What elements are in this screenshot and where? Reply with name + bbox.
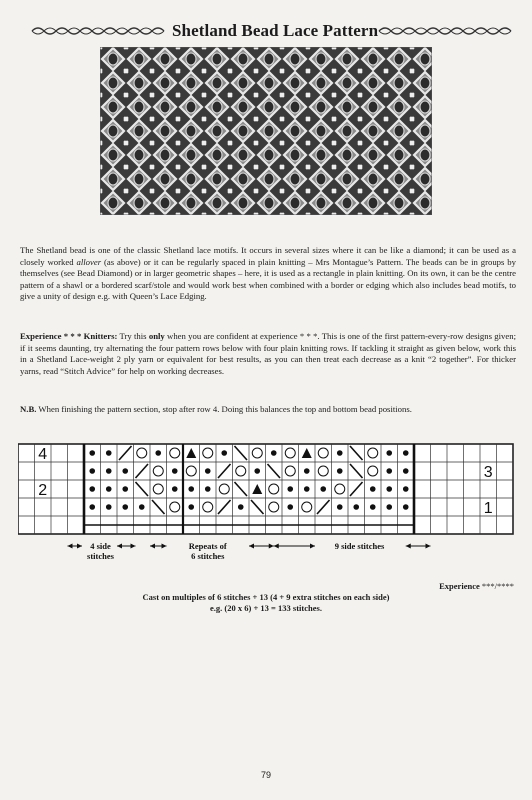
label-repeats-sub: 6 stitches: [191, 551, 225, 561]
knit-symbol: [287, 504, 293, 510]
knit-symbol: [304, 486, 310, 492]
experience-paragraph: Experience * * * Knitters: Try this only when you are confident at experience * * *. This is one of the first pattern-every-row designs given; if it seems daunting, try alternating the four pattern rows below with four plain knitting rows. If tackling it straight as given below, work this in a Shetland Lace-weight 2 ply yarn or equivalent for best results, as you can then treat each decrease as a knit “2 together”. For thicker yarns, read “Stitch Advice” for help on working decreases.: [20, 331, 516, 376]
knit-symbol: [89, 486, 95, 492]
knit-symbol: [205, 486, 211, 492]
knit-symbol: [403, 468, 409, 474]
knit-symbol: [287, 486, 293, 492]
knit-symbol: [106, 468, 112, 474]
knit-symbol: [403, 450, 409, 456]
knit-symbol: [320, 486, 326, 492]
knit-symbol: [337, 504, 343, 510]
knit-symbol: [106, 504, 112, 510]
experience-rating: Experience ***/****: [439, 581, 514, 591]
knit-symbol: [139, 504, 145, 510]
label-side-right: 9 side stitches: [334, 541, 385, 551]
knit-symbol: [172, 468, 178, 474]
knit-symbol: [403, 504, 409, 510]
label-repeats: Repeats of: [188, 541, 227, 551]
cast-on-text: Cast on multiples of 6 stitches + 13 (4 + 9 extra stitches on each side): [142, 592, 390, 602]
knit-symbol: [122, 504, 128, 510]
knit-symbol: [188, 504, 194, 510]
knit-symbol: [89, 504, 95, 510]
knit-symbol: [386, 486, 392, 492]
ornament-left: [30, 24, 165, 38]
side-left-arrow-a-head: [77, 544, 82, 549]
repeat-arrow-b-head: [269, 544, 274, 549]
knit-symbol: [271, 450, 277, 456]
knit-symbol: [370, 504, 376, 510]
lace-swatch-photo: [100, 47, 432, 215]
knit-symbol: [155, 450, 161, 456]
knit-symbol: [337, 468, 343, 474]
knit-symbol: [89, 450, 95, 456]
knit-symbol: [188, 486, 194, 492]
knit-symbol: [106, 486, 112, 492]
note-paragraph: N.B. When finishing the pattern section, stop after row 4. Doing this balances the top and bottom bead positions.: [20, 404, 412, 414]
row-number-left: 4: [38, 446, 48, 463]
knit-symbol: [304, 468, 310, 474]
side-left-arrow-b-head: [131, 544, 136, 549]
lace-chart: [18, 440, 514, 580]
row-number-right: 1: [483, 500, 493, 517]
label-side-left-sub: stitches: [87, 551, 114, 561]
knit-symbol: [403, 486, 409, 492]
repeat-arrow-a-head: [162, 544, 167, 549]
knit-symbol: [370, 486, 376, 492]
side-right-arrow-b-head: [406, 544, 411, 549]
knit-symbol: [205, 468, 211, 474]
knit-symbol: [386, 450, 392, 456]
side-right-arrow-a-head: [274, 544, 279, 549]
knit-symbol: [254, 468, 260, 474]
knit-symbol: [122, 486, 128, 492]
knit-symbol: [106, 450, 112, 456]
row-number-right: 3: [483, 464, 493, 481]
knit-symbol: [89, 468, 95, 474]
intro-paragraph: The Shetland bead is one of the classic Shetland lace motifs. It occurs in several sizes where it can be like a diamond; it can be used as a closely worked allover (as above) or it can be regularly spaced in plain knitting – Mrs Montague’s Pattern. The beads can be in groups by themselves (see Bead Diamond) or in larger geometric shapes – here, it is used as a rectangle in plain knitting. On its own, it can be the centre pattern of a shawl or a bordered scarf/stole and would work best when combined with a border or edging which also includes bead motifs, to give a unity of design e.g. with Queen’s Lace Edging.: [20, 245, 516, 302]
knit-symbol: [337, 450, 343, 456]
knit-symbol: [386, 468, 392, 474]
page-number: 79: [260, 770, 271, 780]
knit-symbol: [172, 486, 178, 492]
side-right-arrow-a-head: [310, 544, 315, 549]
knit-symbol: [221, 450, 227, 456]
repeat-arrow-a-head: [150, 544, 155, 549]
page-title: Shetland Bead Lace Pattern: [172, 21, 379, 40]
knit-symbol: [353, 504, 359, 510]
ornament-right: [378, 24, 518, 38]
page-header: [0, 16, 532, 46]
knit-symbol: [122, 468, 128, 474]
side-right-arrow-b-head: [426, 544, 431, 549]
side-left-arrow-a-head: [68, 544, 73, 549]
knit-symbol: [386, 504, 392, 510]
knit-symbol: [238, 504, 244, 510]
side-left-arrow-b-head: [117, 544, 122, 549]
cast-on-example: e.g. (20 x 6) + 13 = 133 stitches.: [210, 603, 322, 613]
repeat-arrow-b-head: [249, 544, 254, 549]
cast-on-note: [0, 592, 532, 614]
row-number-left: 2: [38, 482, 48, 499]
label-side-left: 4 side: [90, 541, 111, 551]
